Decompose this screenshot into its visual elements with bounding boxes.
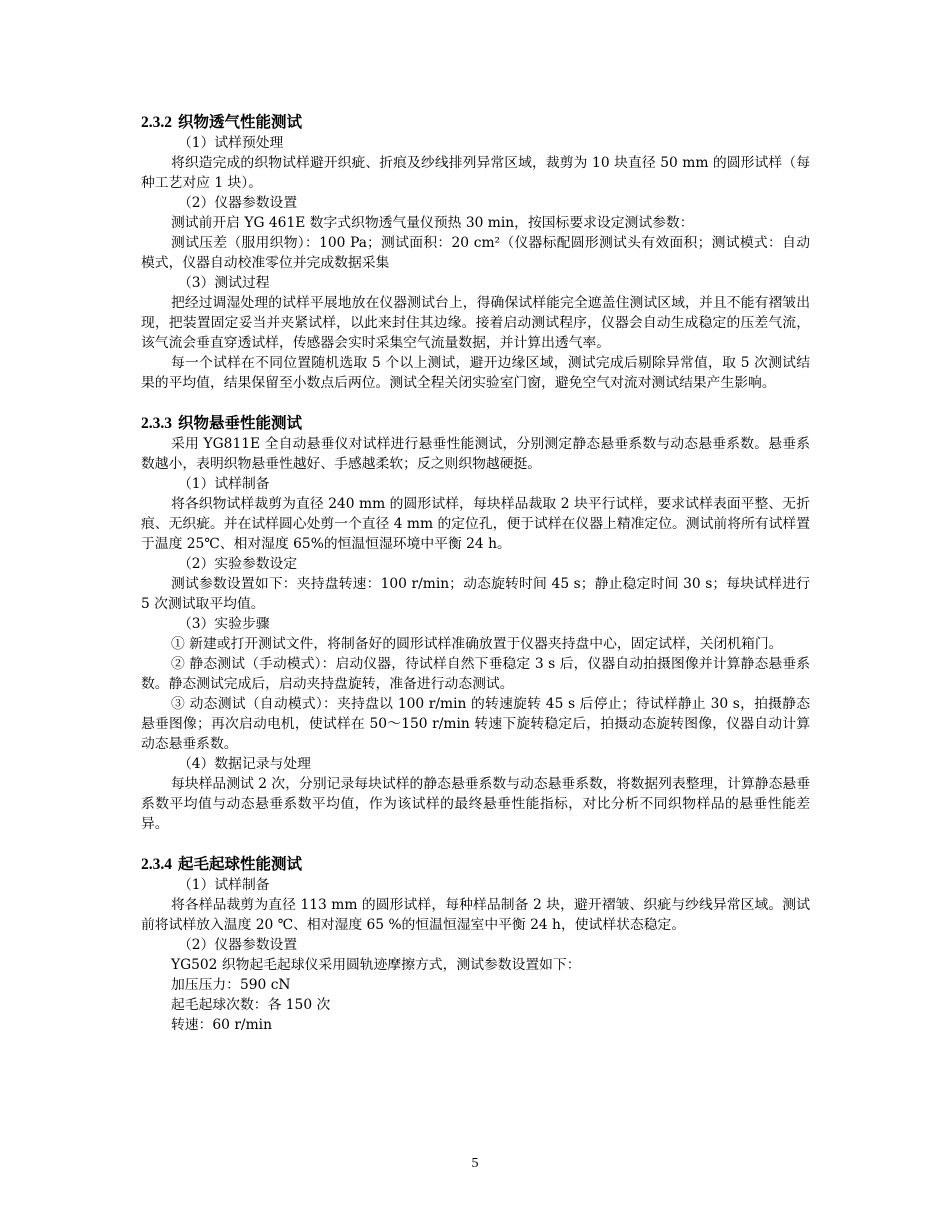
subheading: （3）测试过程: [178, 275, 270, 291]
paragraph: 将各样品裁剪为直径 113 mm 的圆形试样，每种样品制备 2 块，避开褶皱、织疵与纱线异常区域。测试前将试样放入温度 20 ℃、相对湿度 65 %的恒温恒湿室中平衡 24 h，使试样状态稳定。: [141, 897, 810, 933]
subheading: （3）实验步骤: [178, 616, 270, 632]
section-title: 起毛起球性能测试: [178, 856, 303, 873]
subheading: （1）试样制备: [178, 877, 270, 893]
section-number: 2.3.3: [141, 415, 172, 432]
paragraph: 每块样品测试 2 次，分别记录每块试样的静态悬垂系数与动态悬垂系数，将数据列表整理，计算静态悬垂系数平均值与动态悬垂系数平均值，作为该试样的最终悬垂性能指标，对比分析不同织物样品的悬垂性能差异。: [141, 776, 810, 832]
paragraph: 测试前开启 YG 461E 数字式织物透气量仪预热 30 min，按国标要求设定测试参数：: [171, 215, 694, 231]
section-2-3-3: [141, 413, 810, 834]
paragraph: 将各织物试样裁剪为直径 240 mm 的圆形试样，每块样品裁取 2 块平行试样，要求试样表面平整、无折痕、无织疵。并在试样圆心处剪一个直径 4 mm 的定位孔，便于试样在仪器上精准定位。测试前将所有试样置于温度 25℃、相对湿度 65%的恒温恒湿环境中平衡 24 h。: [141, 496, 810, 552]
paragraph: ① 新建或打开测试文件，将制备好的圆形试样准确放置于仪器夹持盘中心，固定试样，关闭机箱门。: [171, 636, 783, 652]
section-number: 2.3.4: [141, 856, 172, 873]
paragraph: YG502 织物起毛起球仪采用圆轨迹摩擦方式，测试参数设置如下：: [171, 957, 581, 973]
section-title: 织物悬垂性能测试: [178, 415, 303, 432]
subheading: （1）试样制备: [178, 476, 270, 492]
paragraph: 把经过调湿处理的试样平展地放在仪器测试台上，得确保试样能完全遮盖住测试区域，并且不能有褶皱出现，把装置固定妥当并夹紧试样，以此来封住其边缘。接着启动测试程序，仪器会自动生成稳定的压差气流，该气流会垂直穿透试样，传感器会实时采集空气流量数据，并计算出透气率。: [141, 295, 810, 351]
subheading: （2）实验参数设定: [178, 556, 298, 572]
section-title: 织物透气性能测试: [178, 114, 303, 131]
subheading: （2）仪器参数设置: [178, 937, 298, 953]
paragraph: 每一个试样在不同位置随机选取 5 个以上测试，避开边缘区域，测试完成后剔除异常值，取 5 次测试结果的平均值，结果保留至小数点后两位。测试全程关闭实验室门窗，避免空气对流对测试结果产生影响。: [141, 355, 810, 391]
paragraph: 将织造完成的织物试样避开织疵、折痕及纱线排列异常区域，裁剪为 10 块直径 50 mm 的圆形试样（每种工艺对应 1 块）。: [141, 155, 810, 191]
page-number: 5: [471, 1156, 479, 1171]
section-heading: [141, 413, 810, 434]
section-2-3-4: [141, 854, 810, 1035]
document-page: [141, 112, 810, 1035]
paragraph: 起毛起球次数：各 150 次: [171, 997, 331, 1013]
paragraph: 加压压力：590 cN: [171, 977, 291, 993]
paragraph: 转速：60 r/min: [171, 1017, 272, 1033]
section-heading: [141, 854, 810, 875]
paragraph: 测试参数设置如下：夹持盘转速：100 r/min；动态旋转时间 45 s；静止稳定时间 30 s；每块试样进行 5 次测试取平均值。: [141, 576, 810, 612]
section-heading: [141, 112, 810, 133]
section-number: 2.3.2: [141, 114, 172, 131]
paragraph: 测试压差（服用织物）：100 Pa；测试面积：20 cm²（仪器标配圆形测试头有效面积；测试模式：自动模式，仪器自动校准零位并完成数据采集: [141, 235, 810, 271]
subheading: （2）仪器参数设置: [178, 195, 298, 211]
section-2-3-2: [141, 112, 810, 393]
subheading: （4）数据记录与处理: [178, 756, 311, 772]
paragraph: ② 静态测试（手动模式）：启动仪器，待试样自然下垂稳定 3 s 后，仪器自动拍摄图像并计算静态悬垂系数。静态测试完成后，启动夹持盘旋转，准备进行动态测试。: [141, 656, 810, 692]
paragraph: 采用 YG811E 全自动悬垂仪对试样进行悬垂性能测试，分别测定静态悬垂系数与动态悬垂系数。悬垂系数越小，表明织物悬垂性越好、手感越柔软；反之则织物越硬挺。: [141, 436, 810, 472]
subheading: （1）试样预处理: [178, 135, 284, 151]
paragraph: ③ 动态测试（自动模式）：夹持盘以 100 r/min 的转速旋转 45 s 后停止；待试样静止 30 s，拍摄静态悬垂图像；再次启动电机，使试样在 50～150 r/min 转速下旋转稳定后，拍摄动态旋转图像，仪器自动计算动态悬垂系数。: [141, 696, 810, 752]
